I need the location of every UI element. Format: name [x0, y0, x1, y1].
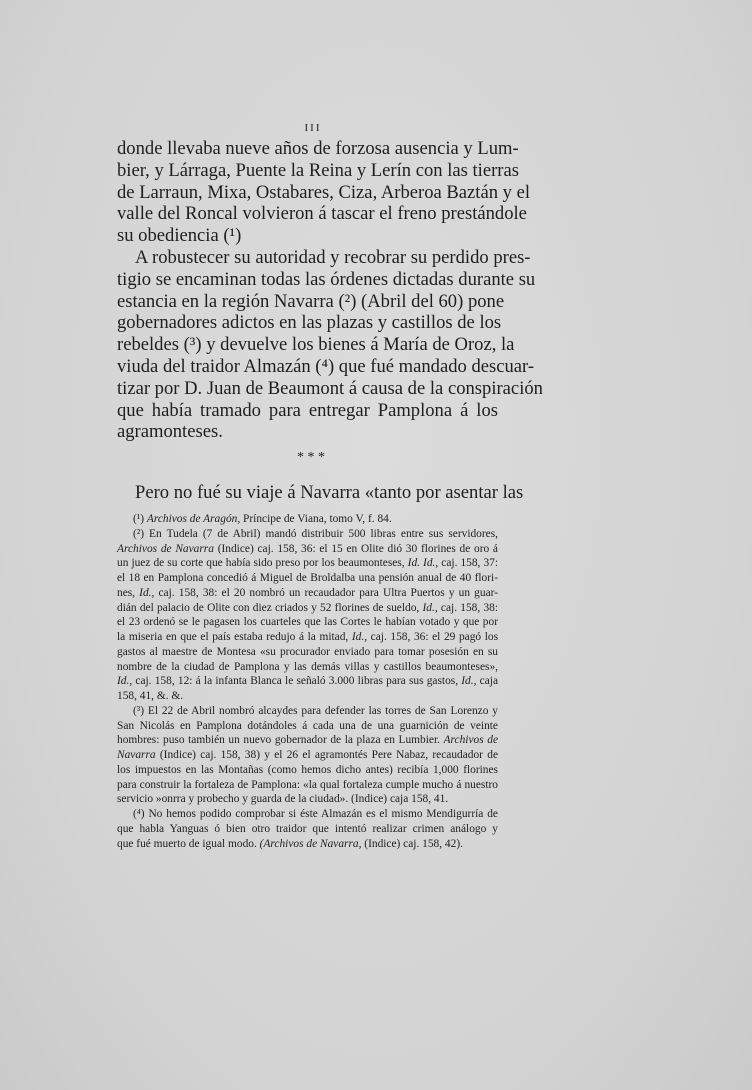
citation-italic: Id.,	[139, 586, 155, 599]
footnotes	[117, 512, 498, 851]
footnote-text: (Indice) caj. 158, 42).	[361, 837, 463, 850]
text-line: de Larraun, Mixa, Ostabares, Ciza, Arberoa Baztán y el	[117, 181, 531, 203]
footnote-text: que fué muerto de igual modo.	[117, 837, 260, 850]
footnote-text: servicio »onrra y probecho y guarda de la ciudad». (Indice) caja 158, 41.	[117, 793, 449, 806]
footnote-line	[117, 586, 498, 601]
text-line: tigio se encaminan todas las órdenes dictadas durante su	[117, 268, 536, 290]
footnote-text: (Indice) caj. 158, 38) y el 26 el agramontés Pere Nabaz, recaudador de	[155, 749, 498, 761]
text-line: estancia en la región Navarra (²) (Abril del 60) pone	[117, 290, 505, 312]
footnote-text: (²) En Tudela (7 de Abril) mandó distribuir 500 libras entre sus servidores,	[133, 527, 498, 540]
body-text	[117, 138, 543, 443]
footnote-line	[117, 807, 498, 822]
citation-italic: Id.,	[117, 675, 133, 688]
text-line: su obediencia (¹)	[117, 225, 242, 247]
text-line: rebeldes (³) y devuelve los bienes á María de Oroz, la	[117, 334, 515, 356]
footnote-line	[117, 778, 498, 793]
footnote-line	[117, 527, 498, 542]
footnote-line	[117, 719, 498, 734]
footnote-line	[117, 630, 498, 645]
footnote-line	[117, 822, 498, 837]
footnote-text: caj. 158, 38: el 20 nombró un recaudador para Ultra Puertos y un guar-	[154, 586, 498, 599]
footnote-text: hombres: puso también un nuevo gobernador de la plaza en Lumbier.	[117, 734, 444, 747]
footnote-line	[117, 601, 498, 616]
text-line: viuda del traidor Almazán (⁴) que fué mandado descuar-	[117, 355, 535, 377]
footnote-text: (Indice) caj. 158, 36: el 15 en Olite dió 30 florines de oro á	[213, 542, 498, 555]
footnote-line	[117, 763, 498, 778]
footnote-text: un juez de su corte que había sido preso por los beaumonteses,	[117, 557, 408, 570]
citation-italic: Id.,	[351, 631, 368, 643]
text-line: valle del Roncal volvieron á tascar el freno prestándole	[117, 203, 527, 225]
footnote-text: que habla Yanguas ó bien otro traidor que intentó realizar crimen análogo y	[117, 822, 498, 835]
footnote-text: nes,	[117, 586, 140, 599]
text-line: bier, y Lárraga, Puente la Reina y Lerín con las tierras	[117, 159, 519, 181]
section-separator: * * *	[297, 450, 325, 465]
citation-italic: Archivos de Aragón,	[146, 513, 241, 525]
footnote-text: la miseria en que el país estaba redujo á la mitad,	[117, 631, 352, 643]
footnote-text: (³) El 22 de Abril nombró alcaydes para defender las torres de San Lorenzo y	[133, 704, 498, 717]
footnote-text: Príncipe de Viana, tomo V, f. 84.	[240, 513, 392, 525]
text-line: Pero no fué su viaje á Navarra «tanto por asentar las	[135, 482, 524, 503]
footnote-text: caj. 158, 38:	[437, 601, 498, 614]
text-line: donde llevaba nueve años de forzosa ausencia y Lum-	[117, 138, 519, 159]
citation-italic: Archivos de Navarra	[117, 542, 214, 555]
footnote-line	[117, 748, 498, 763]
footnote-line	[117, 556, 498, 571]
footnote-line	[117, 837, 498, 852]
footnote-text: para construir la fortaleza de Pamplona: «la qual fortaleza cumple mucho á nuestro	[117, 778, 498, 791]
citation-italic: Id. Id.,	[407, 557, 439, 570]
page-number: III	[304, 122, 322, 134]
text-line: gobernadores adictos en las plazas y castillos de los	[117, 312, 502, 334]
footnote-text: dián del palacio de Olite con diez criados y 52 florines de sueldo,	[117, 601, 423, 614]
footnote-text: (¹)	[133, 513, 147, 525]
footnote-text: caj. 158, 12: á la infanta Blanca le señaló 3.000 libras para sus gastos,	[132, 675, 462, 688]
footnote-line	[117, 733, 498, 748]
footnote-text: San Nicolás en Pamplona dotándoles á cada una de una guarnición de veinte	[117, 719, 498, 732]
footnote-line	[117, 792, 498, 807]
footnote-line	[117, 704, 498, 719]
footnote-text: caja	[476, 675, 498, 688]
citation-italic: Archivos de	[443, 734, 499, 747]
footnote-line	[117, 645, 498, 660]
footnote-text: gastos al maestre de Montesa «su procurador enviado para tomar posesión en su	[117, 645, 498, 658]
footnote-text: el 18 en Pamplona concedió á Miguel de Broldalba una pensión anual de 40 flori-	[117, 572, 498, 584]
citation-italic: (Archivos de Navarra,	[259, 837, 362, 850]
footnote-text: los impuestos en las Montañas (como hemos dicho antes) recibía 1,000 florines	[117, 763, 498, 776]
footnote-line	[117, 674, 498, 689]
text-line: A robustecer su autoridad y recobrar su perdido pres-	[135, 246, 531, 268]
text-line: agramonteses.	[117, 421, 223, 443]
footnote-line	[117, 542, 498, 557]
footnote-text: el 23 ordenó se le pagasen los cuarteles que las Cortes le habían votado y que por	[117, 616, 498, 629]
footnote-text: nombre de la ciudad de Pamplona y las demás villas y castillos beaumonteses»,	[117, 660, 498, 673]
footnote-line	[117, 660, 498, 675]
citation-italic: Navarra	[117, 749, 156, 761]
footnote-line	[117, 571, 498, 586]
citation-italic: Id.,	[422, 601, 438, 614]
next-paragraph	[117, 481, 524, 504]
footnote-text: 158, 41, &. &.	[117, 690, 184, 702]
footnote-line	[117, 689, 498, 704]
footnote-text: (⁴) No hemos podido comprobar si éste Almazán es el mismo Mendigurría de	[133, 808, 498, 820]
footnote-line	[117, 512, 498, 527]
footnote-text: caj. 158, 36: el 29 pagó los	[367, 631, 499, 643]
text-line: tizar por D. Juan de Beaumont á causa de la conspiración	[117, 377, 543, 399]
citation-italic: Id.,	[461, 675, 477, 688]
footnote-line	[117, 615, 498, 630]
footnote-text: caj. 158, 37:	[438, 557, 499, 570]
text-line: que había tramado para entregar Pamplona á los	[117, 399, 498, 421]
